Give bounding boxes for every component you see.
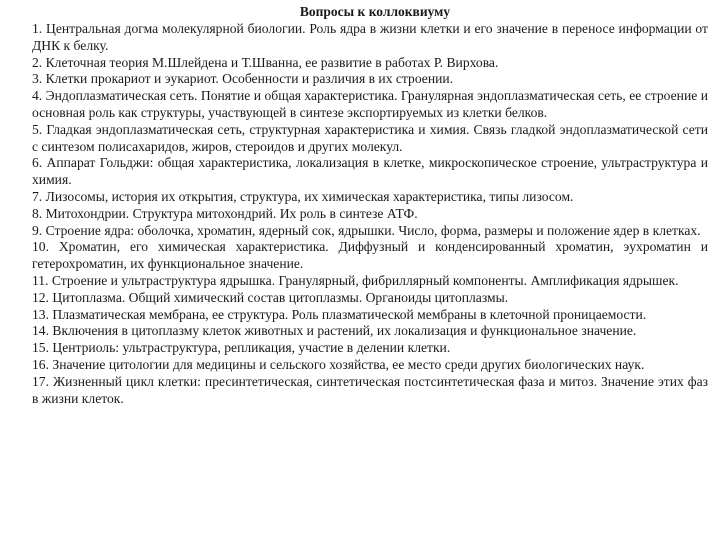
- question-item: 16. Значение цитологии для медицины и сельского хозяйства, ее место среди других биологических наук.: [32, 356, 645, 372]
- question-item: 9. Строение ядра: оболочка, хроматин, ядерный сок, ядрышки. Число, форма, размеры и положение ядер в клетках.: [32, 222, 701, 238]
- question-item: 14. Включения в цитоплазму клеток животных и растений, их локализация и функциональное значение.: [32, 323, 637, 339]
- question-item: 17. Жизненный цикл клетки: пресинтетическая, синтетическая постсинтетическая фаза и митоз. Значение этих фаз в жизни клеток.: [32, 373, 708, 406]
- question-item: 8. Митохондрии. Структура митохондрий. Их роль в синтезе АТФ.: [32, 205, 418, 221]
- question-item: 12. Цитоплазма. Общий химический состав цитоплазмы. Органоиды цитоплазмы.: [32, 289, 509, 305]
- question-item: 5. Гладкая эндоплазматическая сеть, структурная характеристика и химия. Связь гладкой эндоплазматической сети с синтезом полисахаридов, жиров, стероидов и других молекул.: [32, 121, 708, 154]
- question-item: 1. Центральная догма молекулярной биологии. Роль ядра в жизни клетки и его значение в переносе информации от ДНК к белку.: [32, 21, 708, 53]
- question-item: 3. Клетки прокариот и эукариот. Особенности и различия в их строении.: [32, 71, 454, 87]
- question-item: 13. Плазматическая мембрана, ее структура. Роль плазматической мембраны в клеточной проницаемости.: [32, 306, 647, 322]
- question-item: 2. Клеточная теория М.Шлейдена и Т.Шванна, ее развитие в работах Р. Вирхова.: [32, 54, 499, 70]
- question-item: 7. Лизосомы, история их открытия, структура, их химическая характеристика, типы лизосом.: [32, 188, 574, 204]
- question-item: 10. Хроматин, его химическая характеристика. Диффузный и конденсированный хроматин, эухроматин и гетерохроматин, их функциональное значение.: [32, 239, 708, 272]
- question-item: 11. Строение и ультраструктура ядрышка. Гранулярный, фибриллярный компоненты. Амплификация ядрышек.: [32, 272, 679, 288]
- question-item: 4. Эндоплазматическая сеть. Понятие и общая характеристика. Гранулярная эндоплазматическая сеть, ее строение и основная роль как структуры, участвующей в синтезе экспортируемых из клетки белков.: [32, 88, 708, 120]
- question-item: 6. Аппарат Гольджи: общая характеристика, локализация в клетке, микроскопическое строение, ультраструктура и химия.: [32, 155, 708, 188]
- question-item: 15. Центриоль: ультраструктура, репликация, участие в делении клетки.: [32, 340, 451, 356]
- question-list: [32, 21, 708, 407]
- document-title: Вопросы к коллоквиуму: [299, 4, 451, 19]
